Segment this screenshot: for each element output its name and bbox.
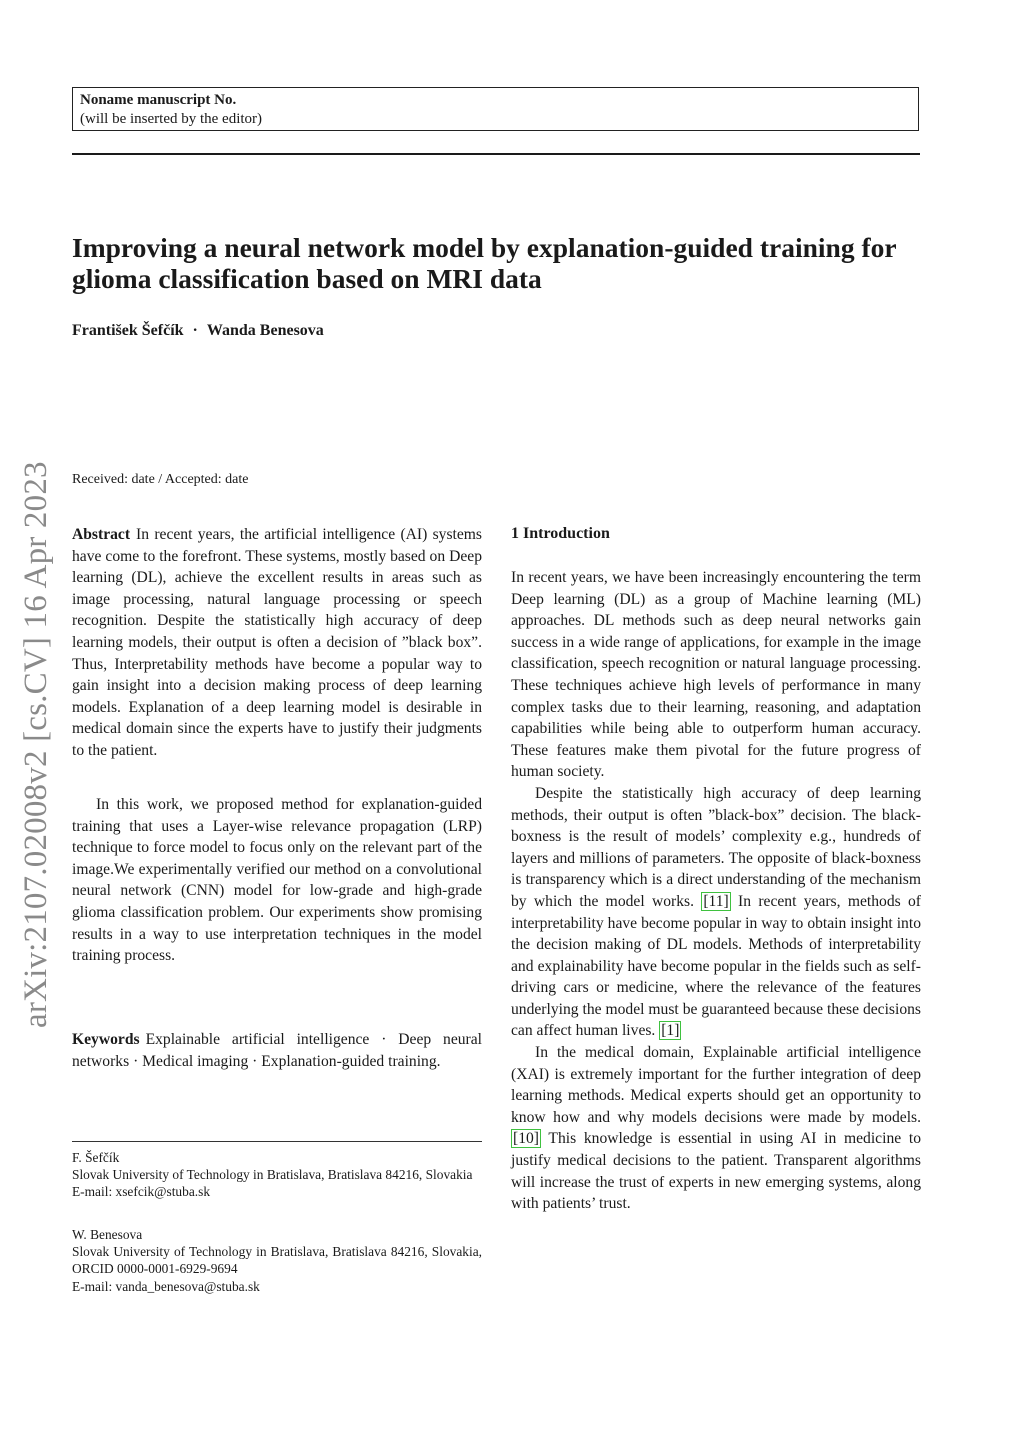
arxiv-identifier: arXiv:2107.02008v2 [cs.CV] 16 Apr 2023 xyxy=(18,461,54,1028)
affiliation-1 xyxy=(72,1149,482,1201)
citation-link-1[interactable]: [1] xyxy=(661,1022,680,1040)
citation-link-11[interactable]: [11] xyxy=(703,892,729,910)
manuscript-note-box xyxy=(72,87,919,131)
intro-paragraph-3-part-b: This knowledge is essential in using AI in medicine to justify medical decisions to the patient. Transparent algorithms will increase the trust of experts in new emerging systems, along with patients’ trust. xyxy=(511,1130,921,1213)
affiliation-1-email: E-mail: xsefcik@stuba.sk xyxy=(72,1184,211,1200)
abstract-paragraph-2: In this work, we proposed method for explanation-guided training that uses a Layer-wise relevance propagation (LRP) technique to force model to focus only on the relevant part of the image.We experimentally verified our method on a convolutional neural network (CNN) model for low-grade and high-grade glioma classification problem. Our experiments show promising results in a way to use interpretation techniques in the model training process. xyxy=(72,796,482,965)
keywords-section xyxy=(72,1029,482,1072)
intro-paragraph-3-part-a: In the medical domain, Explainable artificial intelligence (XAI) is extremely important for the further integration of deep learning methods. Medical experts should get an opportunity to know how and why models decisions were made by models. xyxy=(511,1044,921,1126)
affiliation-1-name: F. Šefčík xyxy=(72,1150,120,1165)
affiliation-2-email: E-mail: vanda_benesova@stuba.sk xyxy=(72,1278,260,1294)
abstract-paragraph-1: In recent years, the artificial intelligence (AI) systems have come to the forefront. These systems, mostly based on Deep learning (DL), achieve the excellent results in areas such as image processing, natural language processing or speech recognition. Despite the statistically high accuracy of deep learning models, their output is often a decision of ”black box”. Thus, Interpretability methods have become a popular way to gain insight into a decision making process of deep learning models. Explanation of a deep learning model is desirable in medical domain since the experts have to justify their judgments to the patient. xyxy=(72,526,482,759)
keywords-label: Keywords xyxy=(72,1031,140,1048)
intro-paragraph-2 xyxy=(511,783,921,1042)
author-separator: · xyxy=(192,322,198,339)
intro-paragraph-2-part-a: Despite the statistically high accuracy of deep learning methods, their output is often ”black-box” decision. The black-boxness is the result of models’ complexity e.g., hundreds of layers and millions of parameters. The opposite of black-boxness is transparency which is a direct understanding of the mechanism by which the model works. xyxy=(511,784,921,910)
affiliation-1-org: Slovak University of Technology in Bratislava, Bratislava 84216, Slovakia xyxy=(72,1167,473,1183)
intro-paragraph-3 xyxy=(511,1042,921,1215)
author-list xyxy=(72,322,324,340)
author-second: Wanda Benesova xyxy=(206,322,324,339)
introduction-section xyxy=(511,567,921,1215)
author-first: František Šefčík xyxy=(72,322,184,339)
intro-paragraph-2-part-b: In recent years, methods of interpretability have become popular in way to obtain insight into the decision making of DL models. Methods of interpretability and explainability have become popular in the fields such as self-driving cars or medicine, where the relevance of the features underlying the model must be guaranteed because these decisions can affect human lives. xyxy=(511,892,921,1040)
abstract-section xyxy=(72,524,482,762)
section-heading-introduction: 1 Introduction xyxy=(511,525,610,542)
citation-link-10[interactable]: [10] xyxy=(513,1130,539,1148)
header-rule xyxy=(72,153,920,155)
footnote-rule xyxy=(72,1141,482,1142)
affiliation-2-org: Slovak University of Technology in Bratislava, Bratislava 84216, Slovakia, ORCID 0000-0001-6929-9694 xyxy=(72,1244,482,1277)
manuscript-number-line: Noname manuscript No. xyxy=(80,92,237,108)
abstract-label: Abstract xyxy=(72,526,131,543)
affiliation-2 xyxy=(72,1226,482,1295)
keywords-text: Explainable artificial intelligence · Deep neural networks · Medical imaging · Explanation-guided training. xyxy=(72,1031,482,1070)
paper-title: Improving a neural network model by explanation-guided training for glioma classification based on MRI data xyxy=(72,232,897,294)
affiliation-2-name: W. Benesova xyxy=(72,1227,143,1242)
intro-paragraph-1: In recent years, we have been increasingly encountering the term Deep learning (DL) as a group of Machine learning (ML) approaches. DL methods such as deep neural networks gain success in a wide range of applications, for example in the image classification, speech recognition or natural language processing. These techniques achieve high levels of performance in many complex tasks due to their learning, reasoning, and adaptation capabilities while being able to outperform human accuracy. These features make them pivotal for the future progress of human society. xyxy=(511,569,921,781)
received-accepted-line: Received: date / Accepted: date xyxy=(72,472,249,487)
abstract-paragraph-2-block xyxy=(72,794,482,967)
editor-note-line: (will be inserted by the editor) xyxy=(80,111,263,127)
